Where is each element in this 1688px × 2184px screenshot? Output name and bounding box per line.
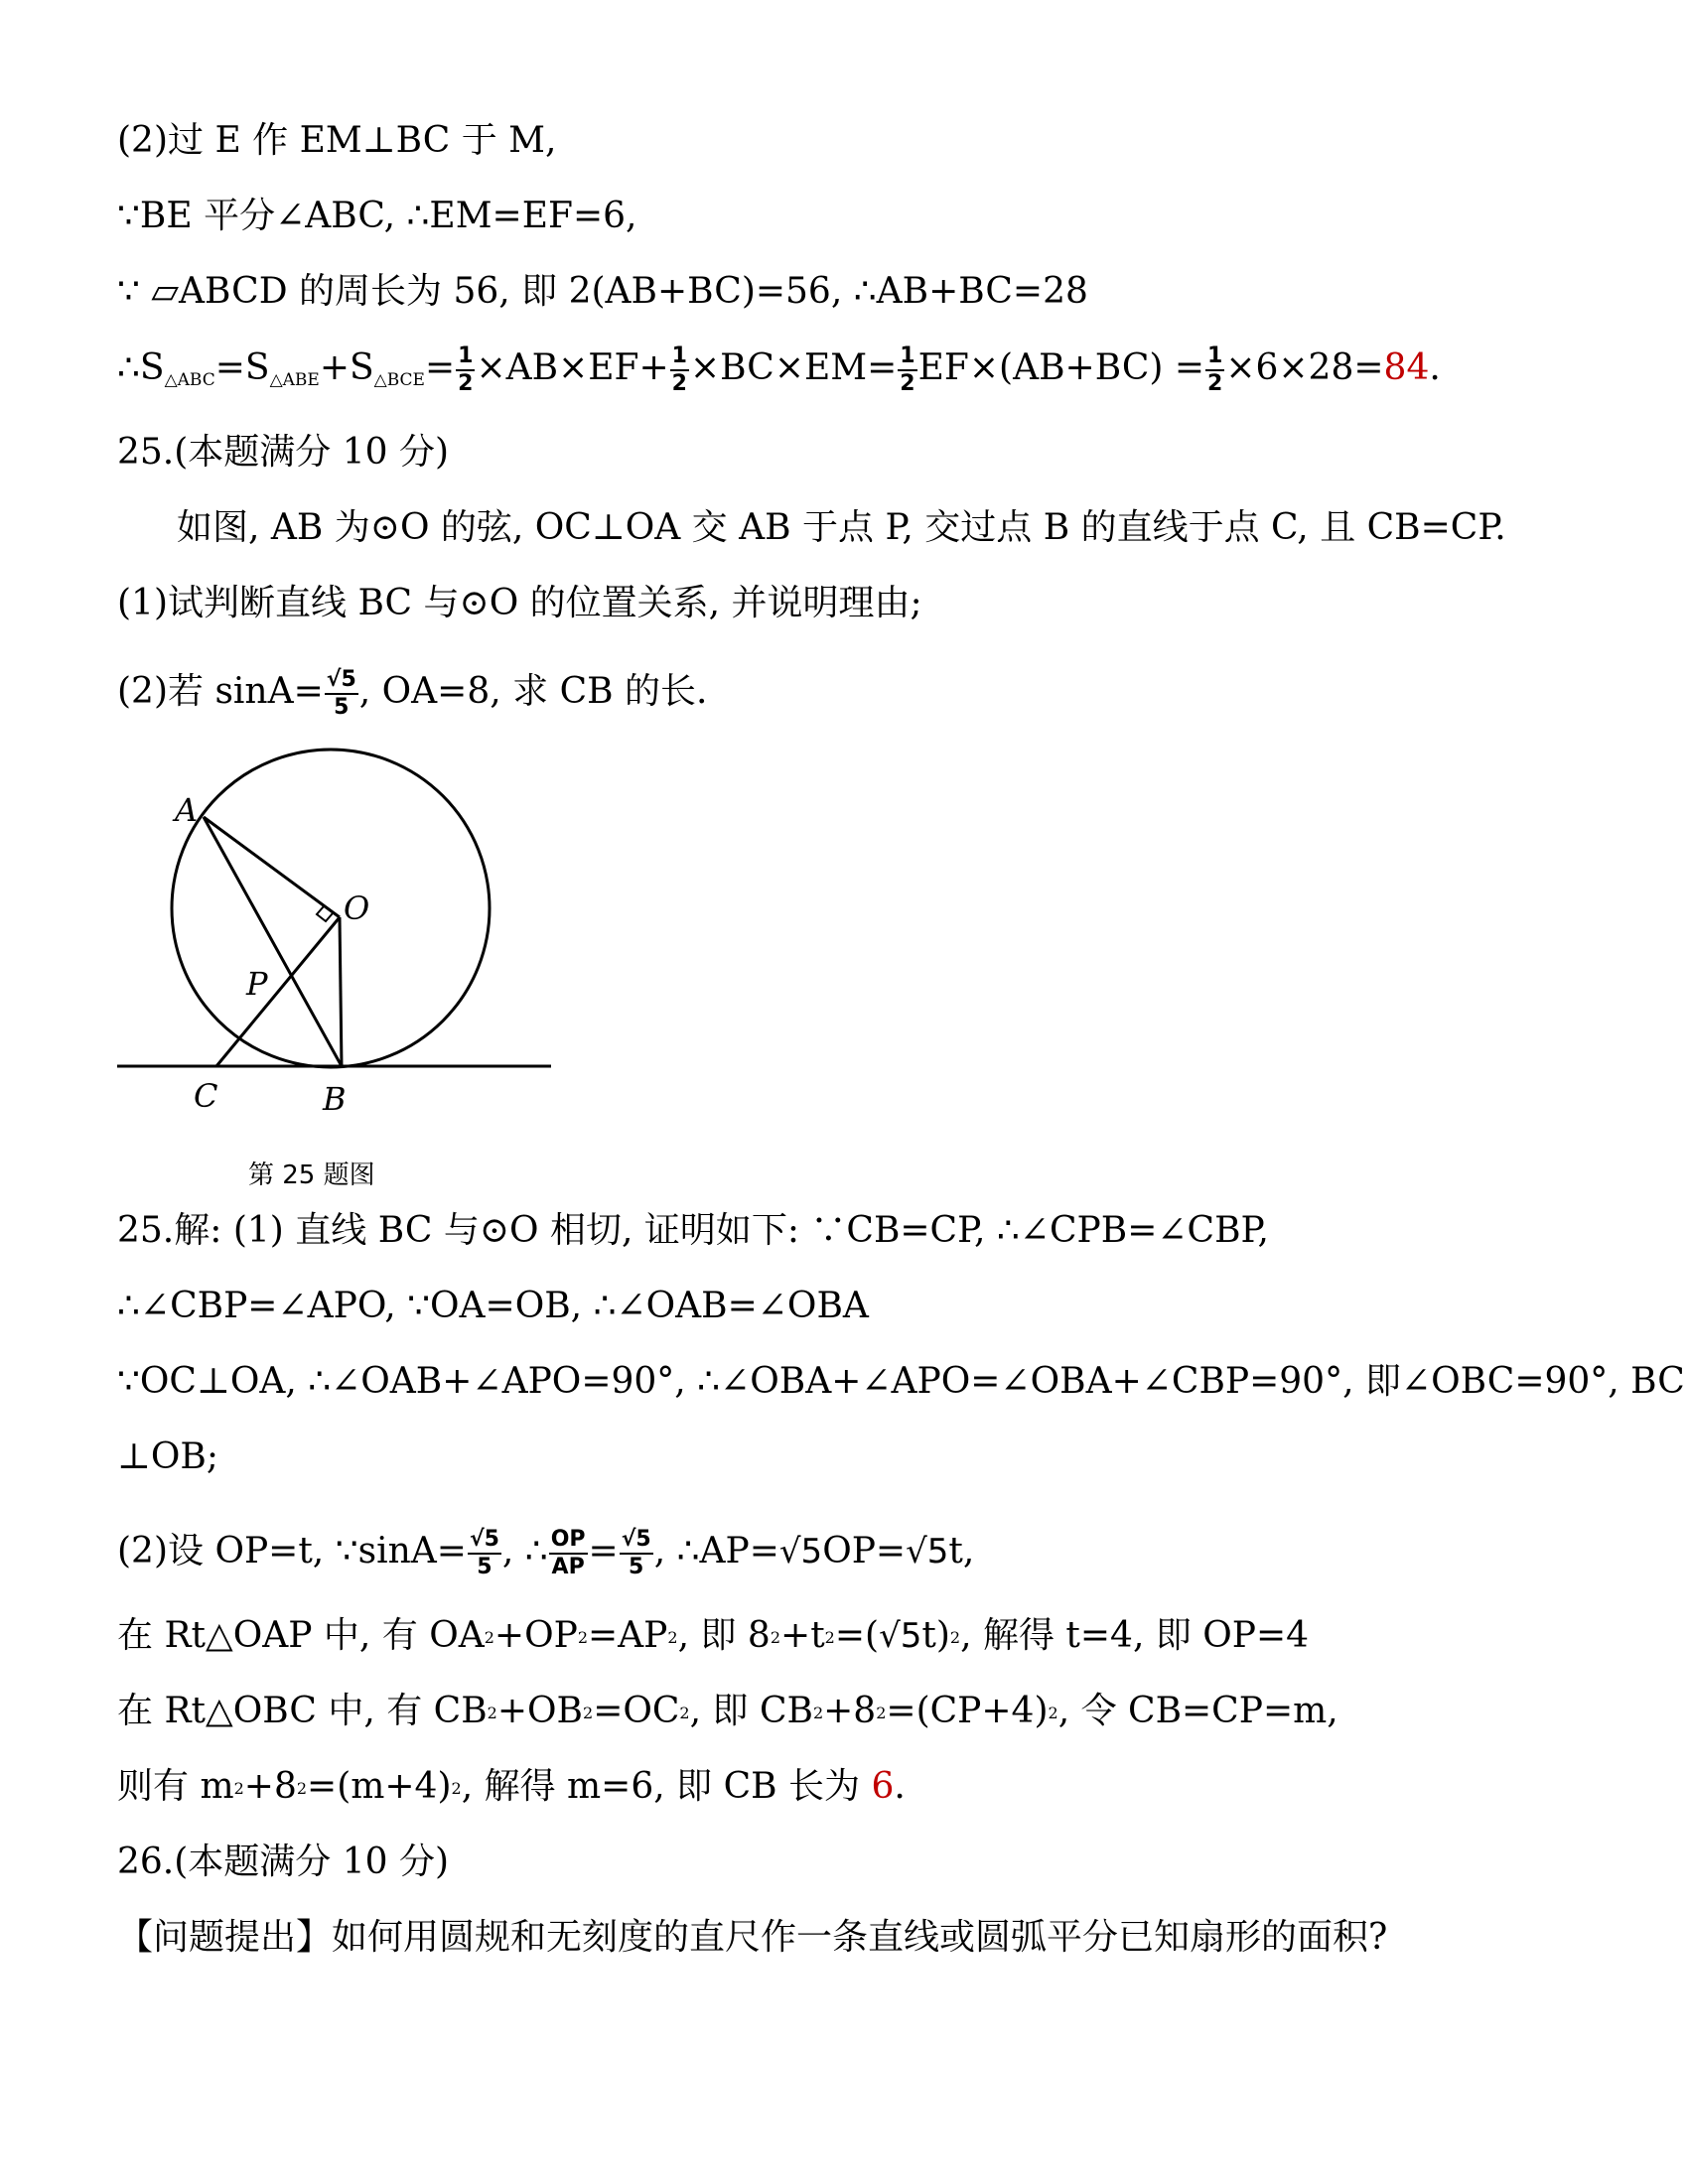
label-c: C: [194, 1077, 218, 1115]
solution-line-8: 则有 $m^2+8^2=(m+4)^2$, 解得 m=6, 即 CB 长为 6.: [117, 1766, 906, 1807]
answer-84: 84: [1383, 347, 1430, 388]
label-b: B: [323, 1080, 347, 1118]
solution-line-4: ⊥OB;: [117, 1436, 218, 1477]
question-25-part2: (2)若 sinA= $\frac{√5}{5}$ , OA=8, 求 CB 的长.: [117, 667, 708, 720]
fraction-op-over-ap: $\frac{OP}{AP}$: [550, 1527, 586, 1579]
fraction-sqrt5-over-5: $\frac{√5}{5}$: [469, 1527, 499, 1579]
solution-line-1: 25.解: (1) 直线 BC 与⊙O 相切, 证明如下: ∵CB=CP, ∴∠CPB=∠CBP,: [117, 1210, 1269, 1251]
geometry-figure: [109, 745, 566, 1122]
solution-line-6: 在 Rt△OAP 中, 有 $OA^2+OP^2=AP^2$, 即 $8^2+t^2=(√5t)^2$, 解得 t=4, 即 OP=4: [117, 1615, 1310, 1656]
label-o: O: [344, 889, 370, 927]
fraction-half: $\frac{1}{2}$: [458, 343, 474, 396]
question-26-stem: 【问题提出】如何用圆规和无刻度的直尺作一条直线或圆弧平分已知扇形的面积?: [117, 1917, 1388, 1958]
subscript-abe: △ABE: [269, 370, 320, 390]
text-line-3: ∵ ▱ABCD 的周长为 56, 即 2(AB+BC)=56, ∴AB+BC=28: [117, 271, 1088, 312]
solution-line-2: ∴∠CBP=∠APO, ∵OA=OB, ∴∠OAB=∠OBA: [117, 1286, 869, 1326]
circle-o: [172, 750, 490, 1067]
fraction-half: $\frac{1}{2}$: [900, 343, 915, 396]
subscript-bce: △BCE: [373, 370, 425, 390]
fraction-half: $\frac{1}{2}$: [671, 343, 687, 396]
question-26-title: 26.(本题满分 10 分): [117, 1842, 450, 1882]
solution-line-7: 在 Rt△OBC 中, 有 $CB^2+OB^2=OC^2$, 即 $CB^2+8^2=(CP+4)^2$, 令 CB=CP=m,: [117, 1691, 1338, 1731]
label-p: P: [246, 965, 268, 1003]
label-a: A: [175, 791, 199, 829]
fraction-sqrt5-over-5: $\frac{√5}{5}$: [621, 1527, 651, 1579]
therefore-symbol: ∴: [117, 347, 140, 388]
figure-caption: 第 25 题图: [248, 1160, 375, 1190]
text-line-1: (2)过 E 作 EM⊥BC 于 M,: [117, 120, 557, 161]
segment-ob: [340, 917, 342, 1066]
segment-ao: [204, 817, 340, 917]
fraction-sqrt5-over-5: $\frac{√5}{5}$: [326, 667, 356, 720]
question-25-stem: 如图, AB 为⊙O 的弦, OC⊥OA 交 AB 于点 P, 交过点 B 的直线于点 C, 且 CB=CP.: [177, 507, 1506, 548]
subscript-abc: △ABC: [164, 370, 215, 390]
segment-oc: [216, 917, 340, 1066]
sqrt5: √5: [879, 1616, 922, 1656]
sqrt5: √5: [778, 1532, 823, 1571]
sqrt5: √5: [906, 1532, 949, 1571]
answer-6: 6: [871, 1766, 895, 1807]
solution-line-5: (2)设 OP=t, ∵sinA= $\frac{√5}{5}$ , ∴ $\frac{OP}{AP}$ = $\frac{√5}{5}$ , ∴AP=√5OP=√5t,: [117, 1527, 975, 1579]
area-formula-line: ∴S△ABC=S△ABE+S△BCE= $\frac{1}{2}$ ×AB×EF+ $\frac{1}{2}$ ×BC×EM= $\frac{1}{2}$ EF×(AB+BC) = $\frac{1}{2}$ ×6×28=84.: [117, 343, 1441, 396]
fraction-half: $\frac{1}{2}$: [1207, 343, 1223, 396]
question-25-part1: (1)试判断直线 BC 与⊙O 的位置关系, 并说明理由;: [117, 583, 922, 623]
solution-line-3: ∵OC⊥OA, ∴∠OAB+∠APO=90°, ∴∠OBA+∠APO=∠OBA+∠CBP=90°, 即∠OBC=90°, BC: [117, 1361, 1685, 1402]
question-25-title: 25.(本题满分 10 分): [117, 432, 450, 473]
text-line-2: ∵BE 平分∠ABC, ∴EM=EF=6,: [117, 196, 637, 236]
